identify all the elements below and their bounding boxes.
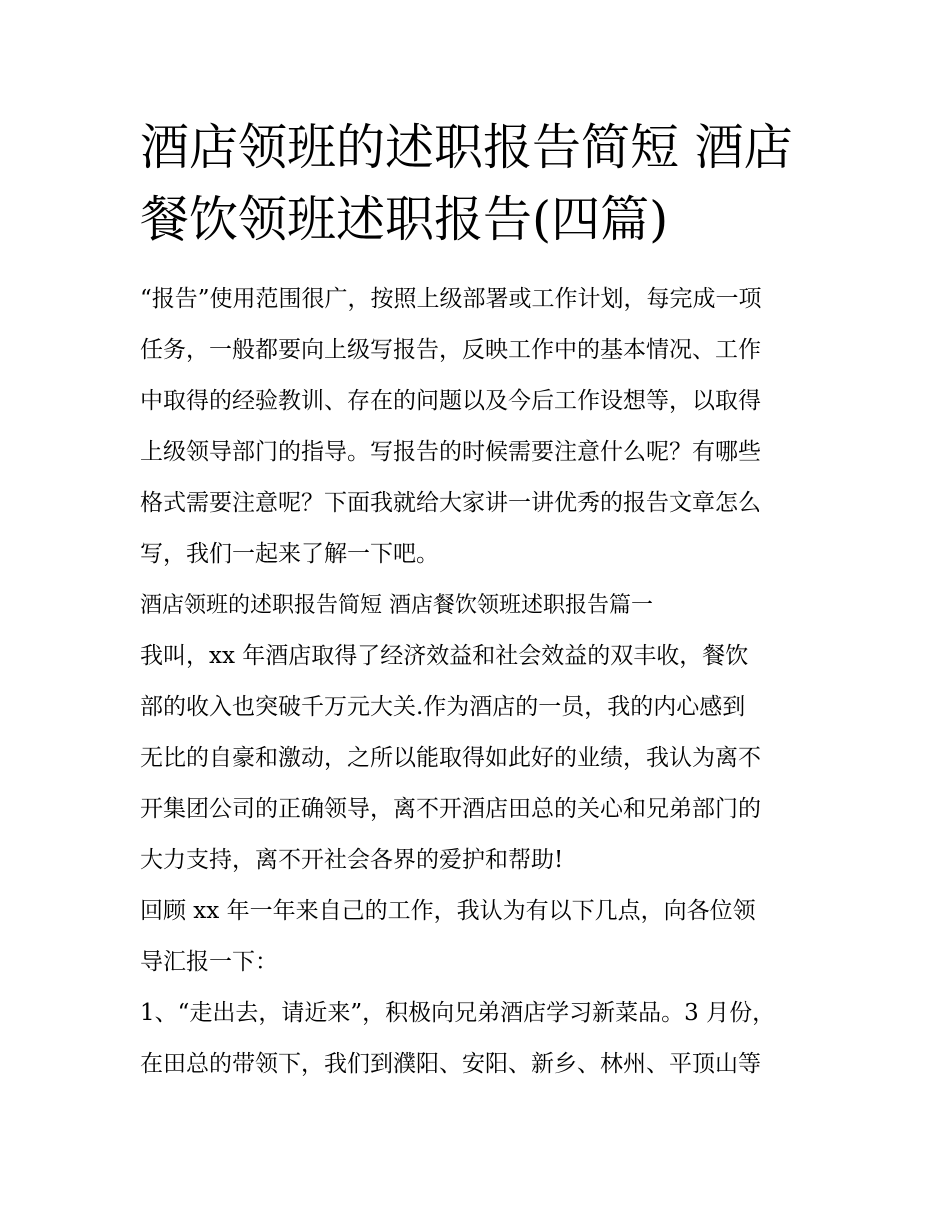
paragraph-line: 回顾 xx 年一年来自己的工作，我认为有以下几点，向各位领 bbox=[140, 898, 756, 924]
paragraph-line: 1、“走出去，请近来”，积极向兄弟酒店学习新菜品。3 月份， bbox=[140, 1000, 776, 1026]
paragraph-line: 中取得的经验教训、存在的问题以及今后工作设想等，以取得 bbox=[140, 388, 761, 414]
paragraph-line: 我叫，xx 年酒店取得了经济效益和社会效益的双丰收，餐饮 bbox=[140, 643, 749, 669]
title-line: 酒店领班的述职报告简短 酒店 bbox=[140, 119, 793, 176]
paragraph-line: 写，我们一起来了解一下吧。 bbox=[140, 541, 439, 567]
document-body bbox=[140, 274, 840, 1090]
paragraph-line: 大力支持，离不开社会各界的爱护和帮助! bbox=[140, 847, 564, 873]
paragraph-line: 在田总的带领下，我们到濮阳、安阳、新乡、林州、平顶山等 bbox=[140, 1051, 761, 1077]
paragraph-line: 导汇报一下： bbox=[140, 949, 278, 975]
paragraph-line: 格式需要注意呢？下面我就给大家讲一讲优秀的报告文章怎么 bbox=[140, 490, 761, 516]
title-line: 餐饮领班述职报告(四篇) bbox=[140, 191, 669, 248]
paragraph-line: 部的收入也突破千万元大关.作为酒店的一员，我的内心感到 bbox=[140, 694, 746, 720]
paragraph-line: 上级领导部门的指导。写报告的时候需要注意什么呢？有哪些 bbox=[140, 439, 761, 465]
paragraph-line: 开集团公司的正确领导，离不开酒店田总的关心和兄弟部门的 bbox=[140, 796, 761, 822]
paragraph-line: “报告”使用范围很广，按照上级部署或工作计划，每完成一项 bbox=[140, 286, 762, 312]
paragraph-line: 任务，一般都要向上级写报告，反映工作中的基本情况、工作 bbox=[140, 337, 761, 363]
paragraph-line: 无比的自豪和激动，之所以能取得如此好的业绩，我认为离不 bbox=[140, 745, 761, 771]
section-heading: 酒店领班的述职报告简短 酒店餐饮领班述职报告篇一 bbox=[140, 593, 653, 618]
document-title bbox=[140, 112, 830, 256]
